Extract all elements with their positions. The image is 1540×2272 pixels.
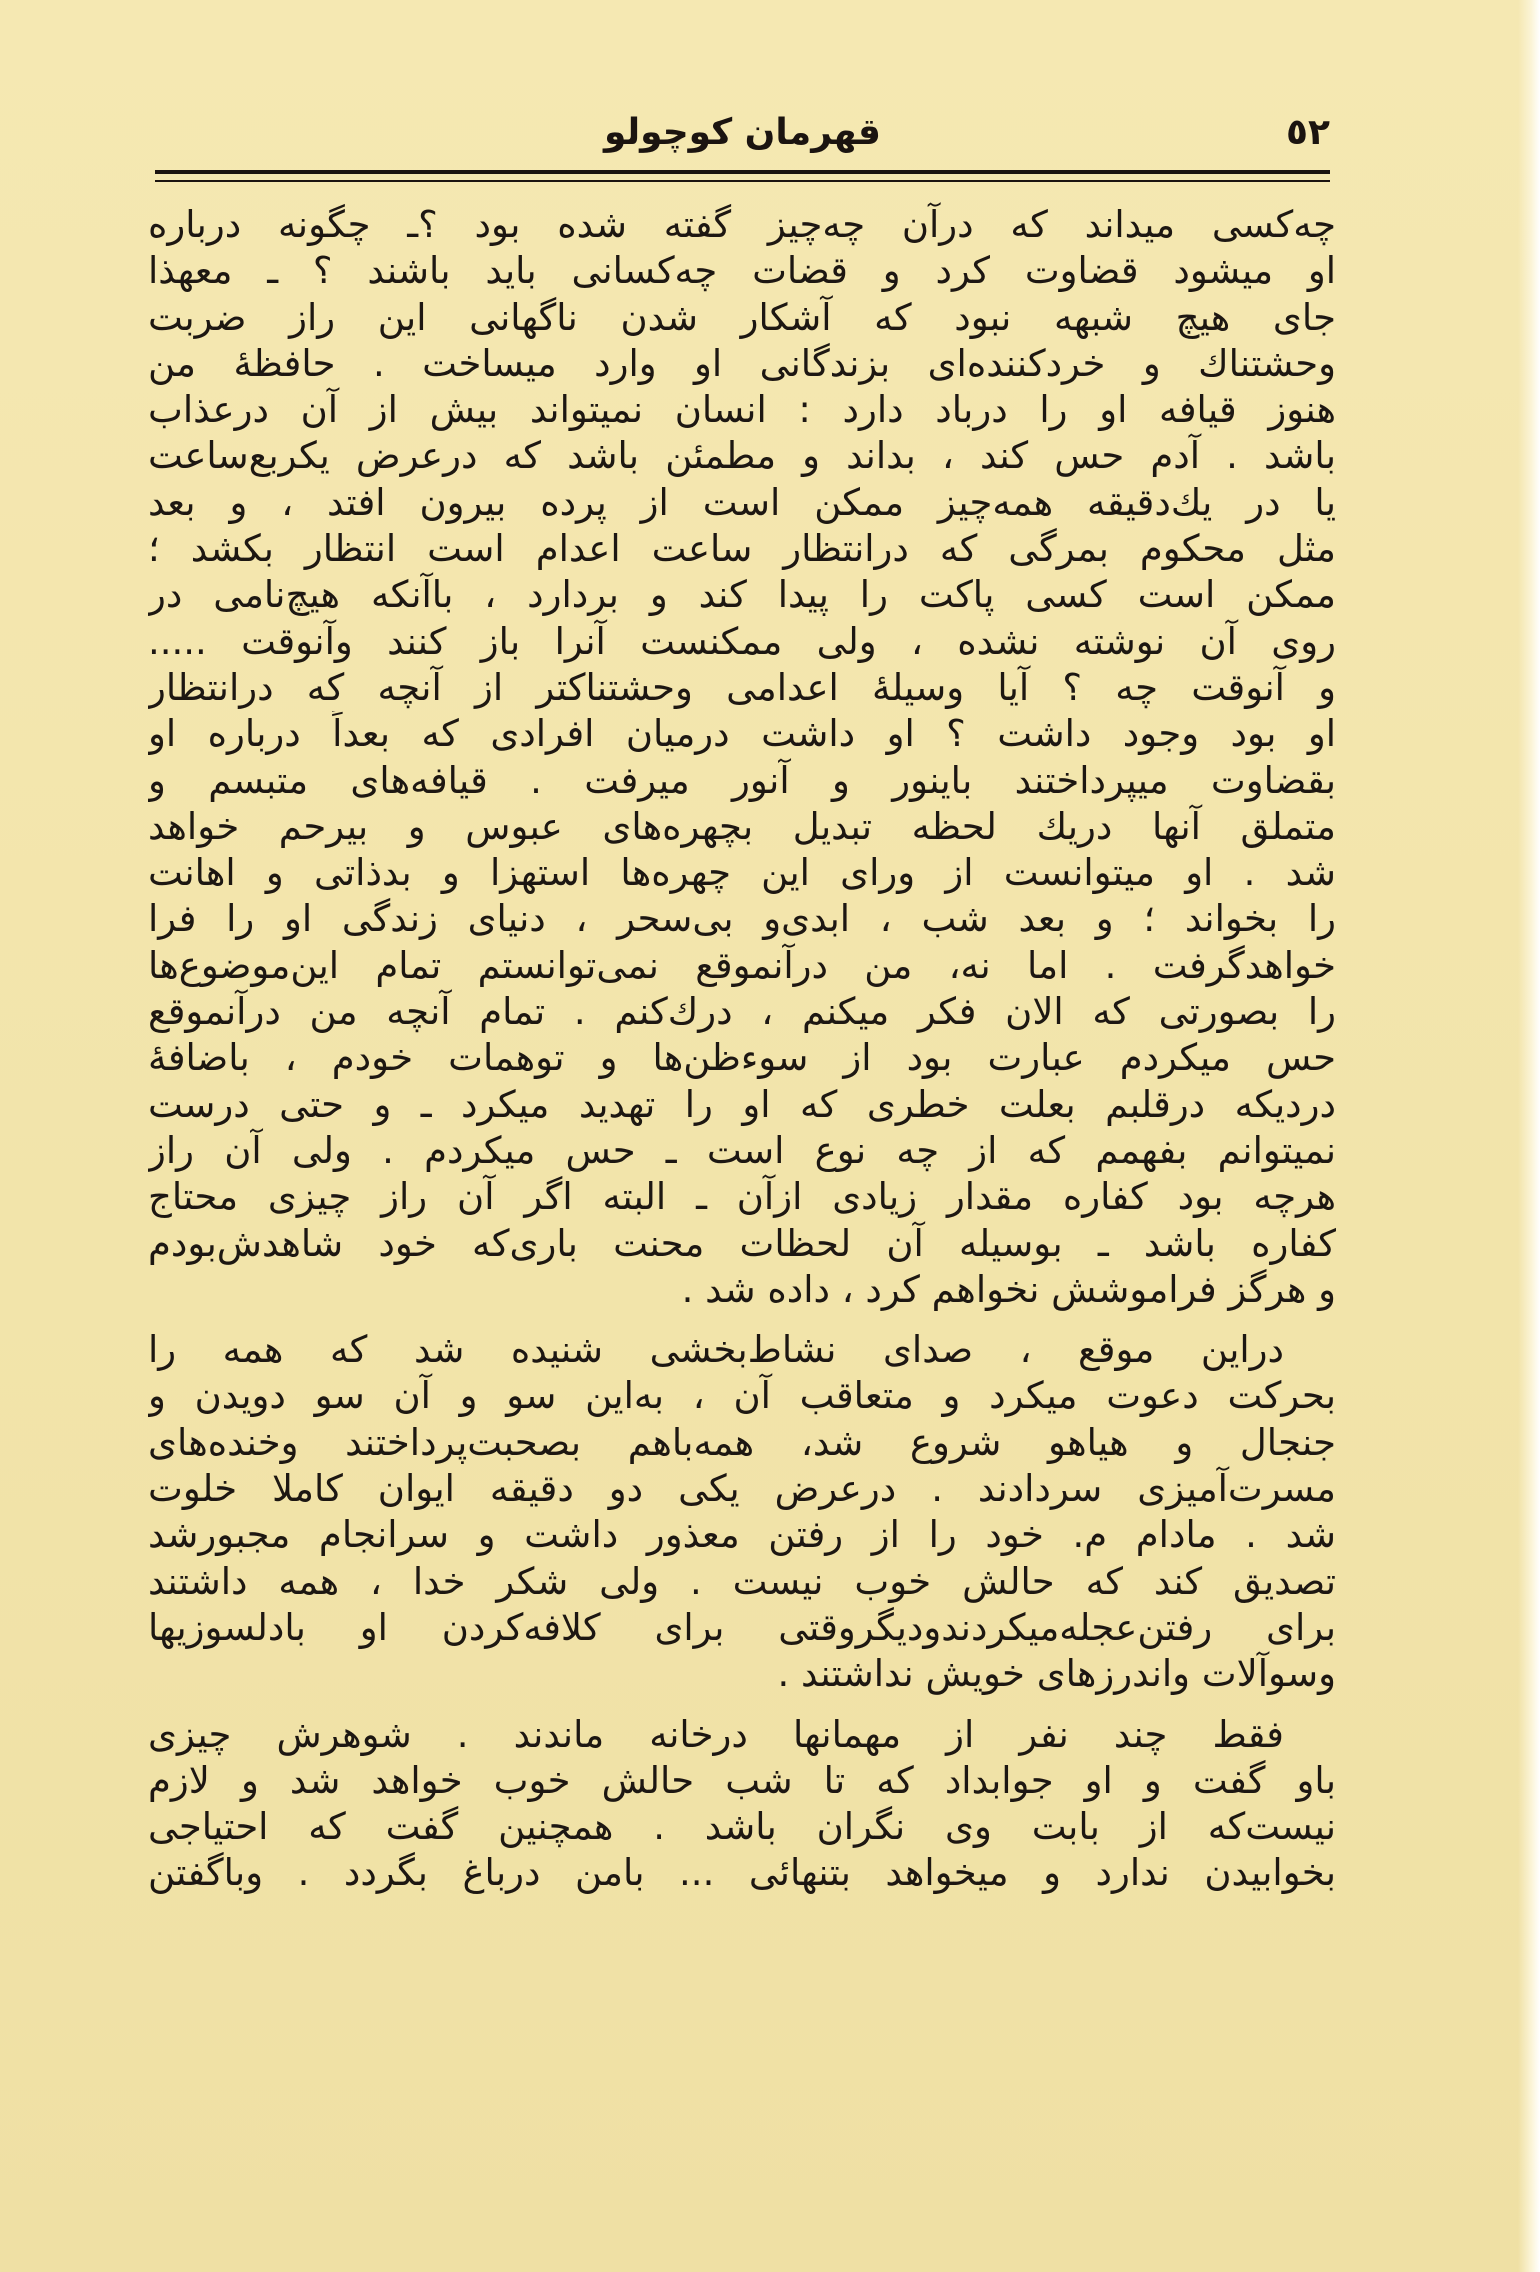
text-line: وحشتناك و خردکننده‌ای بزندگانی او وارد میساخت . حافظهٔ من: [148, 341, 1336, 385]
text-line: کفاره باشد ـ بوسیله آن لحظات محنت باری‌که خود شاهدش‌بودم: [148, 1221, 1336, 1265]
text-line: بقضاوت میپرداختند باینور و آنور میرفت . قیافه‌های متبسم و: [148, 758, 1336, 802]
text-line: روی آن نوشته نشده ، ولی ممکنست آنرا باز کنند وآنوقت .....: [148, 619, 1336, 663]
text-line: برای رفتن‌عجله‌میکردندودیگروقتی برای کلافه‌کردن او بادلسوزیها: [148, 1605, 1336, 1649]
paragraph: [148, 1327, 1336, 1697]
text-line: جای هیچ شبهه نبود که آشکار شدن ناگهانی این راز ضربت: [148, 295, 1336, 339]
text-line: چه‌کسی میداند که درآن چه‌چیز گفته شده بود ؟ـ چگونه درباره: [148, 203, 1336, 246]
text-line: ممکن است کسی پاکت را پیدا کند و بردارد ، باآنکه هیچ‌نامی در: [148, 573, 1336, 617]
paragraph-gap: [148, 1698, 1336, 1712]
text-line: یا در یك‌دقیقه همه‌چیز ممکن است از پرده بیرون افتد ، و بعد: [148, 480, 1336, 524]
text-line: و آنوقت چه ؟ آیا وسیلهٔ اعدامی وحشتناکتر از آنچه که درانتظار: [148, 665, 1336, 709]
body-text: [148, 202, 1336, 1897]
header-rule-thin: [155, 180, 1330, 182]
text-line: و هرگز فراموشش نخواهم کرد ، داده شد .: [681, 1267, 1336, 1311]
text-line: باشد . آدم حس کند ، بداند و مطمئن باشد که درعرض یکربع‌ساعت: [148, 434, 1336, 478]
header-rule-thick: [155, 170, 1330, 174]
text-line: بخوابیدن ندارد و میخواهد بتنهائی ... بامن درباغ بگردد . وباگفتن: [148, 1851, 1336, 1895]
text-line: را بخواند ؛ و بعد شب ، ابدی‌و بی‌سحر ، دنیای زندگی او را فرا: [148, 897, 1336, 941]
text-line: هرچه بود کفاره مقدار زیادی ازآن ـ البته اگر آن راز چیزی محتاج: [148, 1175, 1336, 1219]
text-line: نمیتوانم بفهمم که از چه نوع است ـ حس میکردم . ولی آن راز: [148, 1128, 1336, 1172]
text-line: جنجال و هیاهو شروع شد، همه‌باهم بصحبت‌پرداختند وخنده‌های: [148, 1420, 1336, 1464]
running-title: قهرمان کوچولو: [604, 112, 881, 153]
text-line: شد . او میتوانست از ورای این چهره‌ها استهزا و بدذاتی و اهانت: [148, 851, 1336, 895]
paragraph-gap: [148, 1313, 1336, 1327]
page-header: [155, 108, 1330, 168]
text-line: حس میکردم عبارت بود از سوءظن‌ها و توهمات خودم ، باضافهٔ: [148, 1036, 1336, 1080]
paragraph: [148, 1712, 1336, 1897]
text-line: دردیکه درقلبم بعلت خطری که او را تهدید میکرد ـ و حتی درست: [148, 1082, 1336, 1126]
text-line: شد . مادام م. خود را از رفتن معذور داشت و سرانجام مجبورشد: [148, 1513, 1336, 1557]
page-number: ٥٢: [1286, 112, 1330, 153]
text-line: دراین موقع ، صدای نشاط‌بخشی شنیده شد که همه را: [148, 1328, 1284, 1372]
paragraph: [148, 202, 1336, 1313]
text-line: متملق آنها دریك لحظه تبدیل بچهره‌های عبوس و بیرحم خواهد: [148, 804, 1336, 848]
text-line: باو گفت و او جوابداد که تا شب حالش خوب خواهد شد و لازم: [148, 1758, 1336, 1802]
text-line: تصدیق کند که حالش خوب نیست . ولی شکر خدا ، همه داشتند: [148, 1559, 1336, 1603]
text-line: مثل محکوم بمرگی که درانتظار ساعت اعدام است انتظار بکشد ؛: [148, 527, 1336, 571]
text-line: مسرت‌آمیزی سردادند . درعرض یکی دو دقیقه ایوان کاملا خلوت: [148, 1467, 1336, 1511]
page-edge: [1518, 0, 1540, 2272]
text-line: وسوآلات واندرزهای خویش نداشتند .: [777, 1652, 1336, 1696]
text-line: خواهدگرفت . اما نه، من درآنموقع نمی‌توانستم تمام این‌موضوع‌ها: [148, 943, 1336, 987]
text-line: فقط چند نفر از مهمانها درخانه ماندند . شوهرش چیزی: [148, 1712, 1284, 1756]
text-line: هنوز قیافه او را درباد دارد : انسان نمیتواند بیش از آن درعذاب: [148, 388, 1336, 432]
text-line: او بود وجود داشت ؟ او داشت درمیان افرادی که بعداً درباره او: [148, 712, 1336, 756]
text-line: او میشود قضاوت کرد و قضات چه‌کسانی باید باشند ؟ ـ معهذا: [148, 249, 1336, 293]
text-line: را بصورتی که الان فکر میکنم ، درك‌کنم . تمام آنچه من درآنموقع: [148, 990, 1336, 1034]
text-line: بحرکت دعوت میکرد و متعاقب آن ، به‌این سو و آن سو دویدن و: [148, 1374, 1336, 1418]
text-line: نیست‌که از بابت وی نگران باشد . همچنین گفت که احتیاجی: [148, 1805, 1336, 1849]
